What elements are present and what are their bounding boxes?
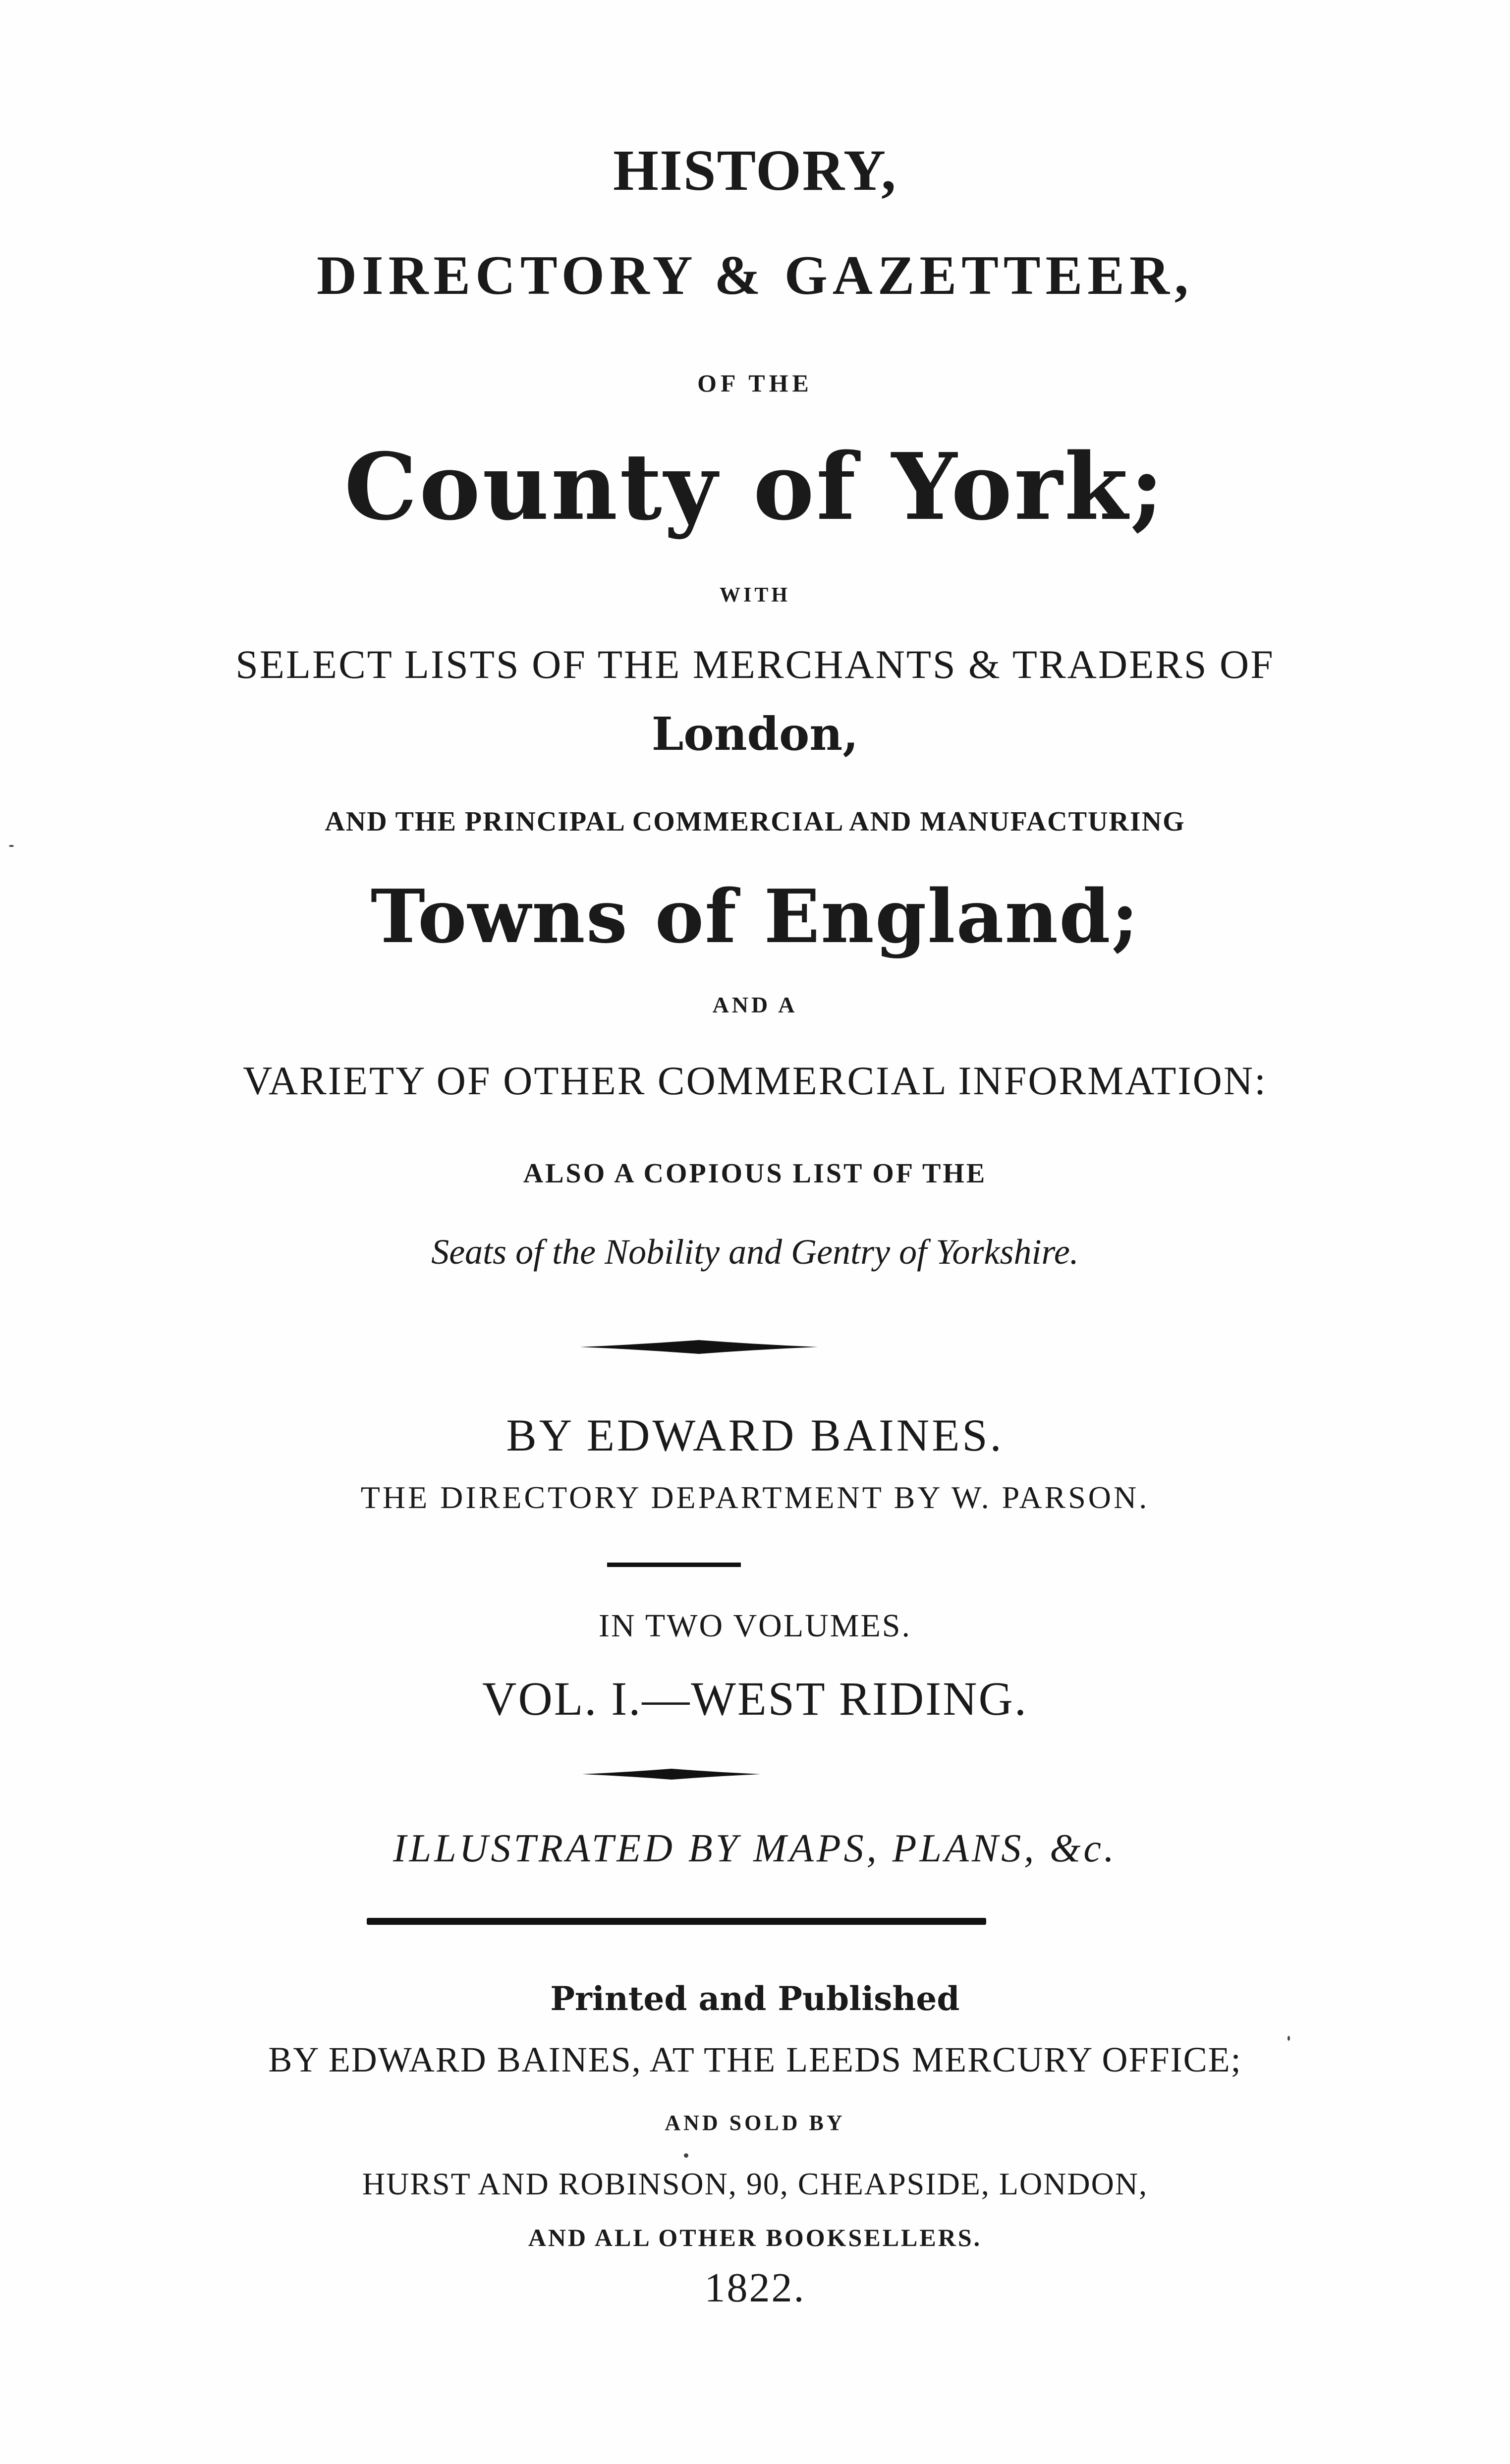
booksellers-address-line: HURST AND ROBINSON, 90, CHEAPSIDE, LONDON,: [362, 2166, 1148, 2201]
publication-year: 1822.: [704, 2265, 806, 2311]
line-principal-commercial: AND THE PRINCIPAL COMMERCIAL AND MANUFACTURING: [325, 806, 1185, 837]
print-speck: [1287, 2036, 1290, 2041]
printed-and-published: Printed and Published: [550, 1979, 960, 2018]
publisher-line: BY EDWARD BAINES, AT THE LEEDS MERCURY OFFICE;: [268, 2040, 1242, 2079]
line-and-a: AND A: [712, 992, 798, 1017]
line-select-lists: SELECT LISTS OF THE MERCHANTS & TRADERS OF: [235, 642, 1275, 687]
two-volumes-line: IN TWO VOLUMES.: [598, 1608, 912, 1644]
print-speck: [684, 2153, 688, 2158]
short-rule: [607, 1563, 741, 1567]
title-county-of-york: County of York;: [344, 433, 1166, 541]
author-line: BY EDWARD BAINES.: [506, 1410, 1004, 1460]
line-copious-list: ALSO A COPIOUS LIST OF THE: [523, 1158, 987, 1189]
line-seats-nobility: Seats of the Nobility and Gentry of Yorkshire.: [431, 1232, 1079, 1272]
subtitle-of-the: OF THE: [697, 369, 813, 397]
line-variety: VARIETY OF OTHER COMMERCIAL INFORMATION:: [243, 1058, 1267, 1103]
all-other-booksellers-line: AND ALL OTHER BOOKSELLERS.: [528, 2224, 982, 2251]
sold-by-line: AND SOLD BY: [665, 2111, 845, 2135]
illustrated-line: ILLUSTRATED BY MAPS, PLANS, &c.: [393, 1827, 1117, 1870]
ornamental-rule: [580, 1338, 818, 1356]
volume-line: VOL. I.—WEST RIDING.: [482, 1672, 1028, 1725]
title-history: HISTORY,: [613, 138, 897, 203]
long-rule: [367, 1918, 986, 1925]
line-london: London,: [651, 707, 859, 761]
subtitle-with: WITH: [719, 584, 791, 607]
directory-department-line: THE DIRECTORY DEPARTMENT BY W. PARSON.: [360, 1480, 1150, 1515]
title-directory-gazetteer: DIRECTORY & GAZETTEER,: [317, 245, 1193, 306]
print-speck: [9, 845, 14, 847]
ornamental-rule: [582, 1767, 761, 1782]
title-towns-of-england: Towns of England;: [370, 873, 1140, 959]
